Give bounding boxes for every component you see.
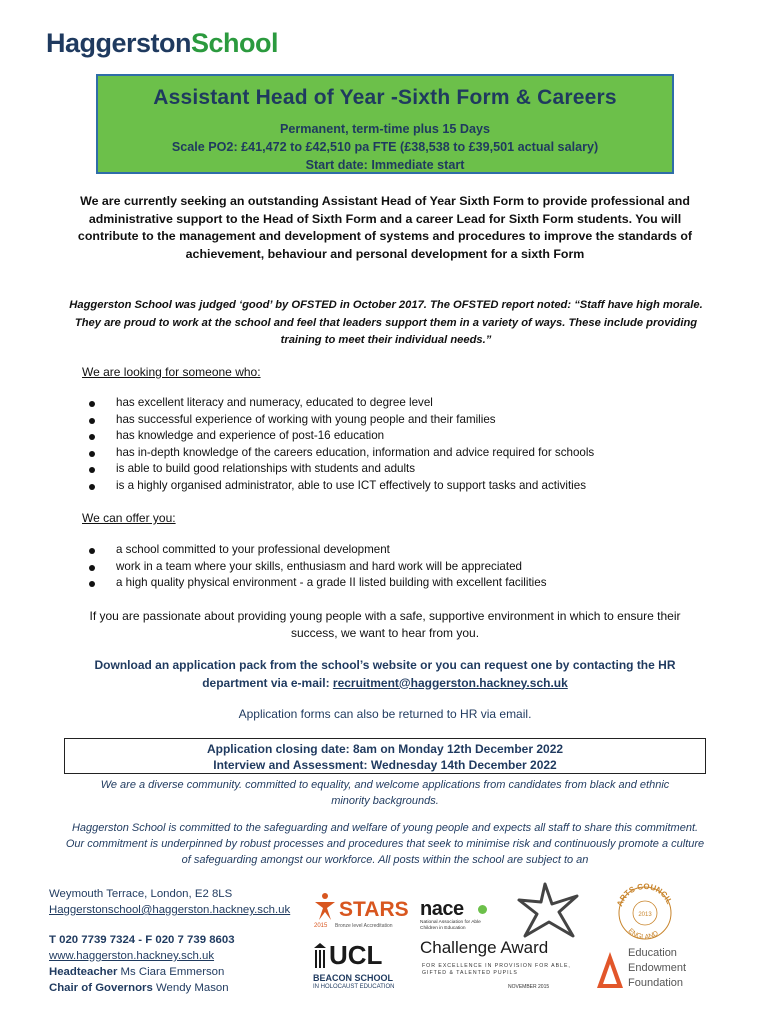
download-text: Download an application pack from the school’s website or you can request one by contacting the HR department via e-mail:	[94, 658, 676, 690]
nace-caption: National Association for Able Children in Education	[420, 920, 481, 931]
challenge-date: NOVEMBER 2015	[508, 984, 550, 990]
phone-fax: T 020 7739 7324 - F 020 7 739 8603	[49, 934, 235, 946]
list-item: a school committed to your professional development	[88, 542, 547, 559]
list-item: a high quality physical environment - a grade II listed building with excellent facilities	[88, 575, 547, 592]
arts-council-badge	[610, 883, 680, 943]
challenge-caption: FOR EXCELLENCE IN PROVISION FOR ABLE, GIFTED & TALENTED PUPILS	[422, 963, 571, 976]
school-email-link[interactable]: Haggerstonschool@haggerston.hackney.sch.uk	[49, 904, 291, 916]
nace-word: nace	[420, 898, 464, 920]
interview-date: Interview and Assessment: Wednesday 14th December 2022	[213, 758, 557, 772]
chair-label: Chair of Governors	[49, 982, 153, 994]
stars-badge	[313, 892, 409, 932]
svg-text:ENGLAND	[627, 928, 660, 942]
challenge-star-icon	[515, 882, 585, 940]
chair-of-governors	[49, 980, 290, 996]
eef-line-2: Endowment	[628, 962, 687, 974]
school-logo	[46, 30, 278, 57]
eef-line-1: Education	[628, 947, 677, 959]
ucl-beacon-school: BEACON SCHOOL	[313, 973, 394, 983]
eef-badge	[596, 946, 686, 994]
eef-text	[628, 946, 686, 991]
challenge-word: Challenge Award	[420, 938, 549, 957]
list-item: work in a team where your skills, enthusiasm and hard work will be appreciated	[88, 559, 547, 576]
list-item: has successful experience of working with young people and their families	[88, 412, 594, 429]
eef-line-3: Foundation	[628, 977, 684, 989]
list-item: has excellent literacy and numeracy, educated to degree level	[88, 395, 594, 412]
nace-dot-icon	[478, 905, 487, 914]
offer-heading: We can offer you:	[82, 511, 176, 525]
ucl-portico-icon	[313, 942, 327, 970]
diversity-statement: We are a diverse community. committed to equality, and welcome applications from candidates from black and ethnic minority backgrounds.	[100, 779, 670, 807]
stars-year: 2015	[314, 923, 328, 929]
chair-name: Wendy Mason	[152, 982, 229, 994]
arts-council-top-text: ARTS COUNCIL	[615, 883, 674, 908]
star-outline-icon	[515, 882, 585, 940]
arts-council-year: 2013	[638, 912, 652, 918]
closing-date-box	[64, 738, 706, 774]
closing-date: Application closing date: 8am on Monday 12th December 2022	[206, 742, 564, 756]
headteacher-name: Ms Ciara Emmerson	[117, 966, 225, 978]
eef-triangle-icon	[596, 950, 624, 990]
logo-text-haggerston: Haggerston	[46, 28, 192, 58]
headteacher	[49, 964, 290, 980]
challenge-award-badge	[420, 938, 570, 998]
stars-word: STARS	[339, 898, 409, 921]
requirements-list	[88, 395, 594, 494]
list-item: has knowledge and experience of post-16 education	[88, 428, 594, 445]
ucl-holocaust-education: IN HOLOCAUST EDUCATION	[313, 984, 395, 990]
recruitment-email-link[interactable]: recruitment@haggerston.hackney.sch.uk	[332, 675, 568, 690]
offer-list	[88, 542, 547, 592]
safeguarding-statement: Haggerston School is committed to the safeguarding and welfare of young people and expects all staff to share this commitment. Our commitment is underpinned by robust processes and procedures that seek to minimise risk and continuously promote a culture of safeguarding amongst our workforce. All posts within the school are subject to an	[65, 822, 705, 866]
job-title: Assistant Head of Year -Sixth Form & Careers	[153, 86, 617, 109]
passion-paragraph: If you are passionate about providing young people with a safe, supportive environment in which to ensure their success, we want to hear from you.	[89, 609, 681, 640]
returned-note: Application forms can also be returned to HR via email.	[238, 707, 532, 721]
list-item: has in-depth knowledge of the careers education, information and advice required for schools	[88, 445, 594, 462]
website-link[interactable]: www.haggerston.hackney.sch.uk	[49, 950, 215, 962]
address: Weymouth Terrace, London, E2 8LS	[49, 888, 233, 900]
download-paragraph	[70, 657, 700, 692]
headteacher-label: Headteacher	[49, 966, 118, 978]
contract-type: Permanent, term-time plus 15 Days	[280, 122, 490, 136]
contact-block	[49, 886, 290, 996]
intro-paragraph: We are currently seeking an outstanding Assistant Head of Year Sixth Form to provide professional and administrative support to the Head of Sixth Form and a career Lead for Sixth Form students. You will contribute to the management and development of systems and procedures to improve the standards of achievement, behaviour and personal development for a sixth Form	[77, 194, 693, 261]
job-title-banner	[96, 74, 674, 174]
stars-figure-icon	[313, 892, 337, 922]
ucl-word: UCL	[329, 940, 383, 970]
logo-text-school: School	[191, 28, 279, 58]
nace-badge	[420, 898, 490, 936]
looking-for-heading: We are looking for someone who:	[82, 365, 261, 379]
ofsted-quote: Haggerston School was judged ‘good’ by OFSTED in October 2017. The OFSTED report noted: “Staff have high morale. They are proud to work at the school and feel that leaders support them in a variety of ways. These include providing training to meet their individual needs.”	[69, 299, 703, 346]
ucl-beacon-badge	[313, 940, 408, 995]
stars-caption: Bronze level Accreditation	[335, 923, 393, 929]
list-item: is able to build good relationships with students and adults	[88, 461, 594, 478]
list-item: is a highly organised administrator, able to use ICT effectively to support tasks and activities	[88, 478, 594, 495]
arts-council-ring-icon	[610, 883, 680, 943]
salary-scale: Scale PO2: £41,472 to £42,510 pa FTE (£38,538 to £39,501 actual salary)	[171, 140, 599, 154]
start-date: Start date: Immediate start	[305, 158, 465, 172]
arts-council-bottom-text: ENGLAND	[626, 927, 660, 942]
svg-text:ARTS COUNCIL	[615, 883, 674, 908]
